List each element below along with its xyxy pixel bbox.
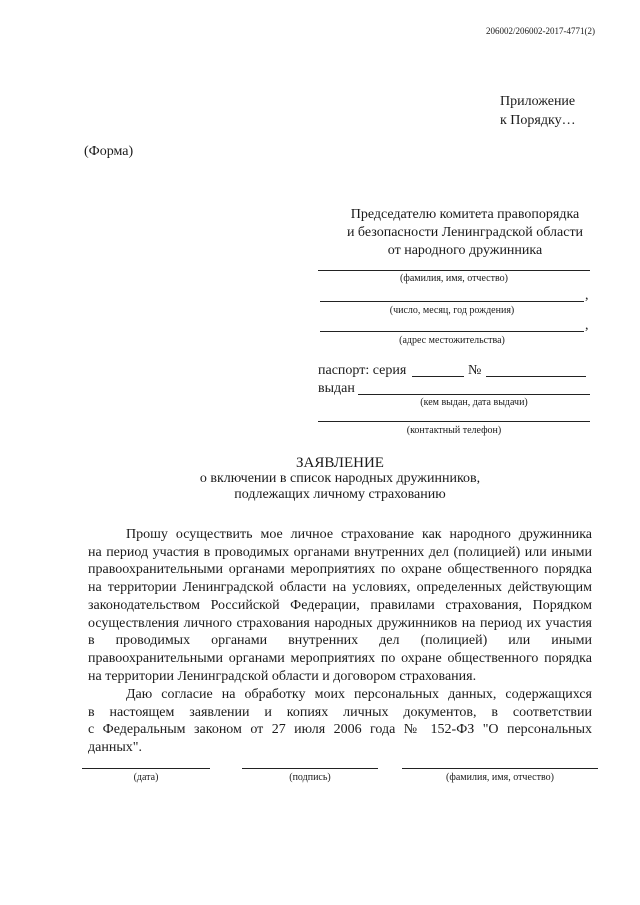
paragraph-line: Даю согласие на обработку моих персональных данных, содержащихся: [126, 687, 592, 702]
statement-heading: ЗАЯВЛЕНИЕ: [296, 455, 384, 471]
phone-line[interactable]: [318, 421, 590, 422]
addressee-line-2: и безопасности Ленинградской области: [346, 225, 584, 240]
passport-number-label: №: [468, 363, 482, 378]
issued-label: выдан: [318, 381, 355, 396]
address-comma: ,: [585, 318, 589, 333]
address-caption: (адрес местожительства): [399, 335, 505, 346]
paragraph-line: на территории Ленинградской области и договором страхования.: [88, 668, 477, 684]
fio-line[interactable]: [318, 270, 590, 271]
paragraph-line: Прошу осуществить мое личное страхование как народного дружинника: [126, 527, 592, 542]
signature-fio-caption: (фамилия, имя, отчество): [446, 772, 554, 783]
form-label: (Форма): [84, 144, 134, 159]
dob-comma: ,: [585, 288, 589, 303]
signature-caption: (подпись): [289, 772, 331, 783]
statement-subtitle-line-2: подлежащих личному страхованию: [234, 487, 446, 502]
address-line[interactable]: [320, 331, 584, 332]
paragraph-line: правоохранительными органами мероприятиях по охране общественного порядка: [88, 650, 592, 666]
passport-number-line[interactable]: [486, 376, 586, 377]
date-caption: (дата): [133, 772, 159, 783]
paragraph-insurance-request: [88, 526, 592, 685]
dob-line[interactable]: [320, 301, 584, 302]
appendix-block: [500, 92, 576, 130]
paragraph-line: данных".: [88, 740, 142, 756]
signature-line[interactable]: [242, 768, 378, 769]
issued-line[interactable]: [358, 394, 590, 395]
issued-caption: (кем выдан, дата выдачи): [420, 397, 528, 408]
paragraph-line: законодательством Российской Федерации, правилами страхования, Порядком: [88, 597, 592, 613]
fio-caption: (фамилия, имя, отчество): [400, 273, 508, 284]
statement-title-block: [100, 455, 580, 503]
paragraph-line: на территории Ленинградской области на условиях, определенных действующим: [88, 580, 592, 596]
passport-series-label: паспорт: серия: [318, 363, 407, 378]
signature-fio-line[interactable]: [402, 768, 598, 769]
dob-caption: (число, месяц, год рождения): [389, 305, 515, 316]
paragraph-line: с Федеральным законом от 27 июля 2006 года № 152-ФЗ "О персональных: [88, 722, 592, 738]
paragraph-line: в проводимых органами внутренних дел (полицией) или иными: [88, 633, 592, 649]
passport-series-line[interactable]: [412, 376, 464, 377]
paragraph-personal-data-consent: [88, 686, 592, 757]
addressee-line-3: от народного дружинника: [387, 243, 543, 258]
paragraph-line: в настоящем заявлении и копиях личных документов, в соответствии: [88, 704, 592, 720]
document-code: 206002/206002-2017-4771(2): [486, 26, 595, 36]
paragraph-line: на период участия в проводимых органами внутренних дел (полицией) или иными: [88, 544, 592, 560]
phone-caption: (контактный телефон): [406, 425, 502, 436]
addressee-block: [320, 206, 610, 260]
appendix-line-1: Приложение: [500, 94, 576, 109]
addressee-line-1: Председателю комитета правопорядка: [350, 207, 580, 222]
appendix-line-2: к Порядку…: [500, 113, 576, 128]
statement-subtitle-line-1: о включении в список народных дружинников,: [199, 471, 481, 486]
paragraph-line: осуществления личного страхования народных дружинников на период их участия: [88, 615, 592, 631]
date-line[interactable]: [82, 768, 210, 769]
paragraph-line: правоохранительными органами мероприятиях по охране общественного порядка: [88, 562, 592, 578]
